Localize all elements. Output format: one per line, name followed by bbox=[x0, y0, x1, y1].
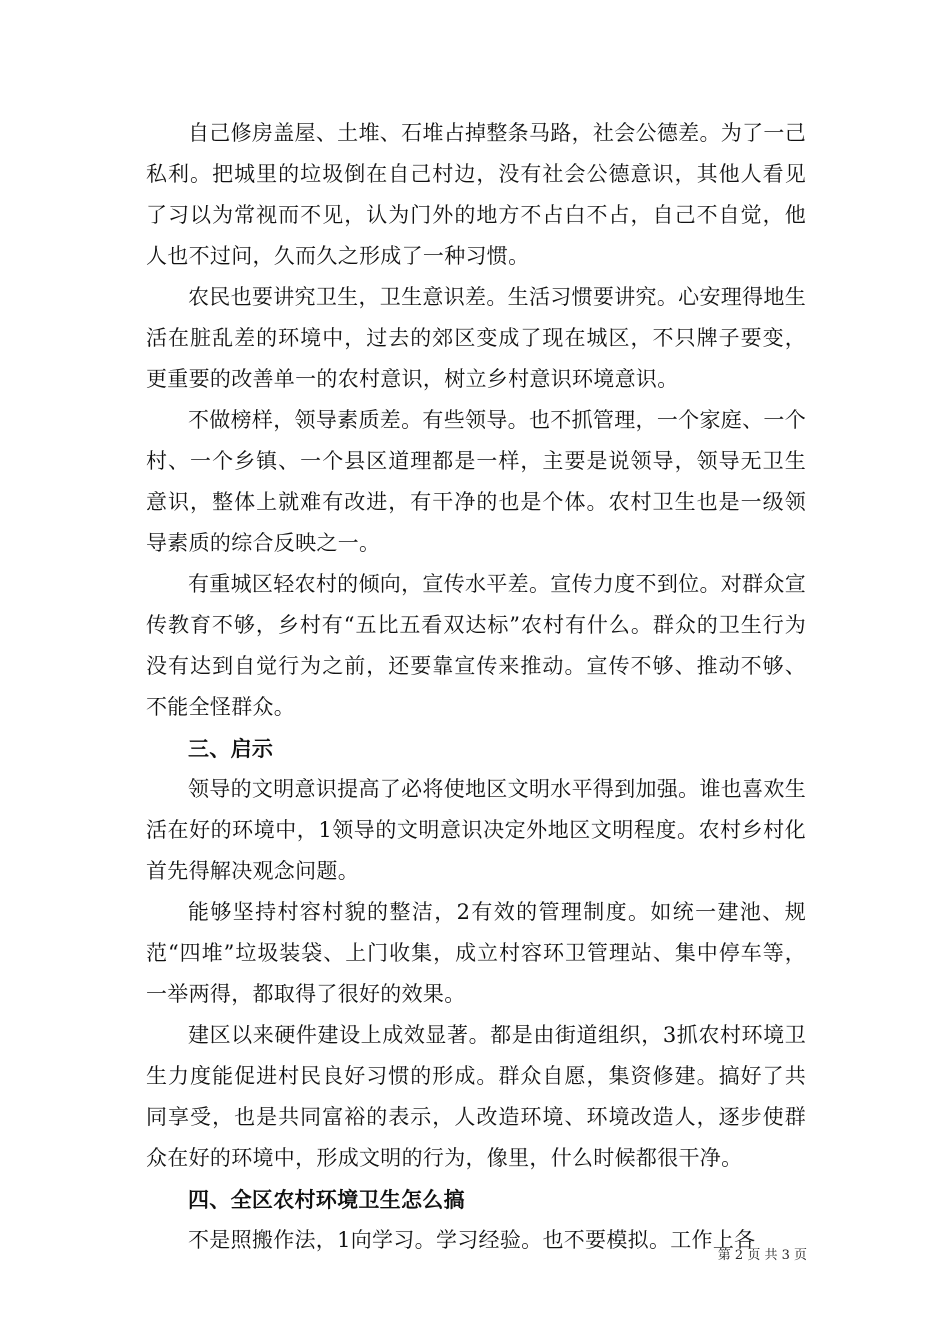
paragraph-civilization-awareness: 领导的文明意识提高了必将使地区文明水平得到加强。谁也喜欢生活在好的环境中，1领导的文明意识决定外地区文明程度。农村乡村化首先得解决观念问题。 bbox=[146, 777, 806, 883]
paragraph-management-system: 能够坚持村容村貌的整洁，2有效的管理制度。如统一建池、规范“四堆”垃圾装袋、上门收集，成立村容环卫管理站、集中停车等，一举两得，都取得了很好的效果。 bbox=[146, 900, 806, 1006]
paragraph-publicity: 有重城区轻农村的倾向，宣传水平差。宣传力度不到位。对群众宣传教育不够，乡村有“五比五看双达标”农村有什么。群众的卫生行为没有达到自觉行为之前，还要靠宣传来推动。宣传不够、推动不够、不能全怪群众。 bbox=[146, 572, 806, 719]
paragraph-hardware-construction: 建区以来硬件建设上成效显著。都是由街道组织，3抓农村环境卫生力度能促进村民良好习惯的形成。群众自愿，集资修建。搞好了共同享受，也是共同富裕的表示，人改造环境、环境改造人，逐步使群众在好的环境中，形成文明的行为，像里，什么时候都很干净。 bbox=[146, 1023, 806, 1170]
paragraph-learning: 不是照搬作法，1向学习。学习经验。也不要模拟。工作上各 bbox=[188, 1228, 756, 1252]
document-body bbox=[146, 113, 806, 1261]
page-number-footer: 第 2 页 共 3 页 bbox=[717, 1248, 807, 1263]
paragraph-leadership-quality: 不做榜样，领导素质差。有些领导。也不抓管理，一个家庭、一个村、一个乡镇、一个县区道理都是一样，主要是说领导，领导无卫生意识，整体上就难有改进，有干净的也是个体。农村卫生也是一级领导素质的综合反映之一。 bbox=[146, 408, 806, 555]
paragraph-public-morality: 自己修房盖屋、土堆、石堆占掉整条马路，社会公德差。为了一己私利。把城里的垃圾倒在自己村边，没有社会公德意识，其他人看见了习以为常视而不见，认为门外的地方不占白不占，自己不自觉，他人也不过问，久而久之形成了一种习惯。 bbox=[146, 121, 806, 268]
section-heading-insights: 三、启示 bbox=[188, 736, 274, 761]
paragraph-hygiene-awareness: 农民也要讲究卫生，卫生意识差。生活习惯要讲究。心安理得地生活在脏乱差的环境中，过去的郊区变成了现在城区，不只牌子要变，更重要的改善单一的农村意识，树立乡村意识环境意识。 bbox=[146, 285, 806, 391]
section-heading-how-to: 四、全区农村环境卫生怎么搞 bbox=[188, 1187, 465, 1212]
